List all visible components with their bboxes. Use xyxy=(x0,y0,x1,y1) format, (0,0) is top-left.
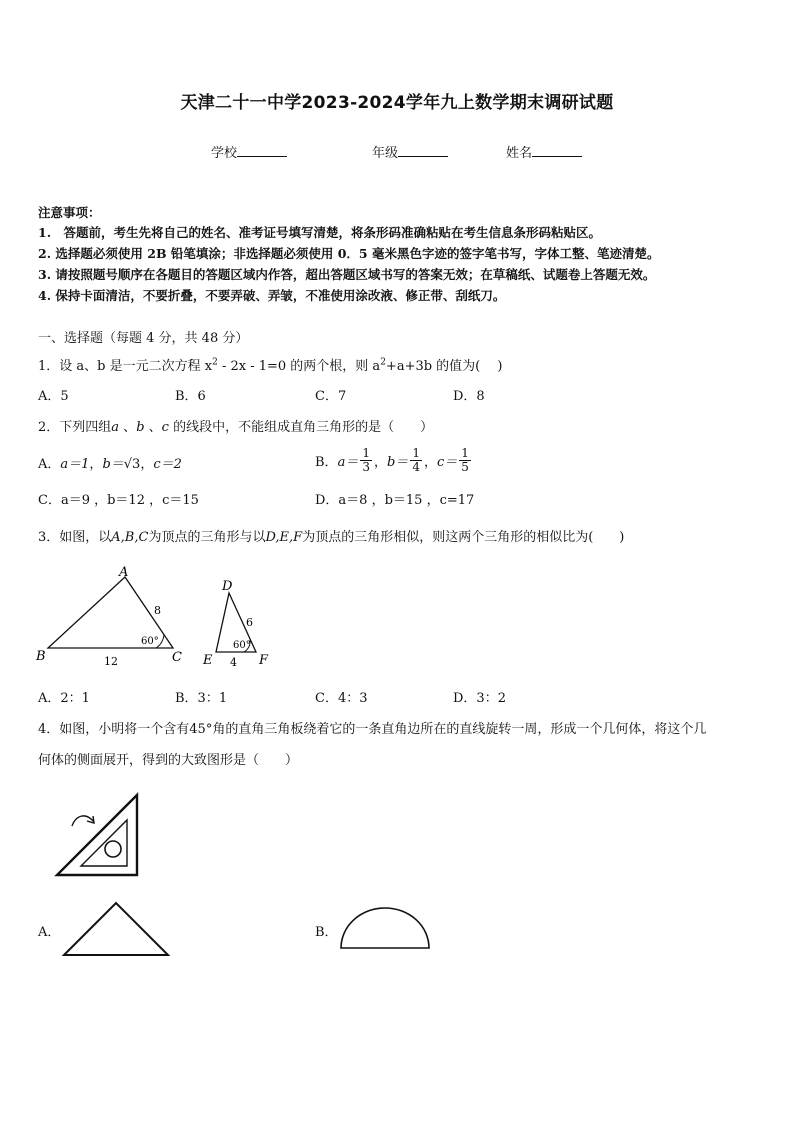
name-field[interactable] xyxy=(506,142,582,161)
name-blank[interactable] xyxy=(532,144,582,157)
q3-option-a[interactable]: A．2：1 xyxy=(38,691,90,706)
q3-option-d[interactable]: D．3：2 xyxy=(453,691,506,706)
page-title: 天津二十一中学2023-2024学年九上数学期末调研试题 xyxy=(180,93,614,113)
school-field[interactable] xyxy=(211,142,287,161)
q2-option-b[interactable]: B． a＝ $\frac{1}{3}$ ， b＝ $\frac{1}{4}$ ， c＝ $\frac{1}{5}$ xyxy=(315,445,469,474)
question-4-line1: 4．如图，小明将一个含有45°角的直角三角板绕着它的一条直角边所在的直线旋转一周，形成一个几何体，将这个几 xyxy=(38,722,707,737)
label-e: E xyxy=(203,653,213,668)
fraction: $\frac{1}{4}$ xyxy=(412,445,420,474)
label-a: A xyxy=(119,565,129,580)
set-square-hole xyxy=(105,841,121,857)
note-item: 1. 答题前，考生先将自己的姓名、准考证号填写清楚，将条形码准确粘贴在考生信息条形码粘贴区。 xyxy=(38,225,602,240)
q2-option-c[interactable]: C．a＝9 ，b＝12 ，c＝15 xyxy=(38,493,199,508)
grade-field[interactable] xyxy=(372,142,448,161)
label-angle-c: 60° xyxy=(141,636,159,647)
q1-option-a[interactable]: A．5 xyxy=(38,389,69,404)
name-label: 姓名 xyxy=(506,146,533,161)
note-item: 4. 保持卡面清洁，不要折叠，不要弄破、弄皱，不准使用涂改液、修正带、刮纸刀。 xyxy=(38,288,506,303)
label-b: B xyxy=(36,649,46,664)
label-side-df: 6 xyxy=(246,616,253,629)
triangle-figures xyxy=(30,562,290,674)
q1-option-c[interactable]: C．7 xyxy=(315,389,347,404)
question-2: 2．下列四组a 、b 、c 的线段中，不能组成直角三角形的是（ ） xyxy=(38,420,434,435)
question-1: 1．设 a、b 是一元二次方程 $x^2 - 2x - 1=0$ 的两个根，则 $a^2+a+3b$ 的值为( ) xyxy=(38,357,503,374)
note-item: 2. 选择题必须使用 2B 铅笔填涂；非选择题必须使用 0．5 毫米黑色字迹的签字笔书写，字体工整、笔迹清楚。 xyxy=(38,246,660,261)
label-angle-f: 60° xyxy=(233,640,251,651)
grade-blank[interactable] xyxy=(398,144,448,157)
school-label: 学校 xyxy=(211,146,238,161)
label-f: F xyxy=(259,653,269,668)
option-a-triangle xyxy=(60,900,180,960)
label-side-ef: 4 xyxy=(230,656,237,669)
fraction: $\frac{1}{5}$ xyxy=(461,445,469,474)
q3-option-b[interactable]: B．3：1 xyxy=(175,691,228,706)
q4-option-b[interactable]: B． xyxy=(315,925,338,940)
question-4-line2: 何体的侧面展开，得到的大致图形是（ ） xyxy=(38,753,299,768)
sqrt-symbol: √3 xyxy=(123,457,141,472)
set-square-outer xyxy=(57,795,137,875)
grade-label: 年级 xyxy=(372,146,399,161)
q2-option-a[interactable]: A．a＝1，b＝√3，c＝2 xyxy=(38,457,182,472)
q1-option-d[interactable]: D．8 xyxy=(453,389,485,404)
option-b-semicircle xyxy=(336,904,436,954)
section-heading: 一、选择题（每题 4 分，共 48 分） xyxy=(38,331,249,346)
label-d: D xyxy=(222,579,233,594)
question-3: 3．如图，以A,B,C为顶点的三角形与以D,E,F为顶点的三角形相似，则这两个三角形的相似比为( ) xyxy=(38,530,625,545)
notes-heading: 注意事项： xyxy=(38,205,101,220)
set-square-figure xyxy=(50,790,150,880)
q2-option-d[interactable]: D．a＝8 ，b＝15 ，c=17 xyxy=(315,493,475,508)
school-blank[interactable] xyxy=(237,144,287,157)
rotation-arrow-icon xyxy=(72,816,94,826)
label-side-ac: 8 xyxy=(154,604,161,617)
note-item: 3. 请按照题号顺序在各题目的答题区域内作答，超出答题区域书写的答案无效；在草稿纸、试题卷上答题无效。 xyxy=(38,267,656,282)
q1-option-b[interactable]: B．6 xyxy=(175,389,206,404)
q3-option-c[interactable]: C．4：3 xyxy=(315,691,368,706)
label-side-bc: 12 xyxy=(104,655,118,668)
fraction: $\frac{1}{3}$ xyxy=(362,445,370,474)
label-c: C xyxy=(172,650,182,665)
q4-option-a[interactable]: A． xyxy=(38,925,61,940)
